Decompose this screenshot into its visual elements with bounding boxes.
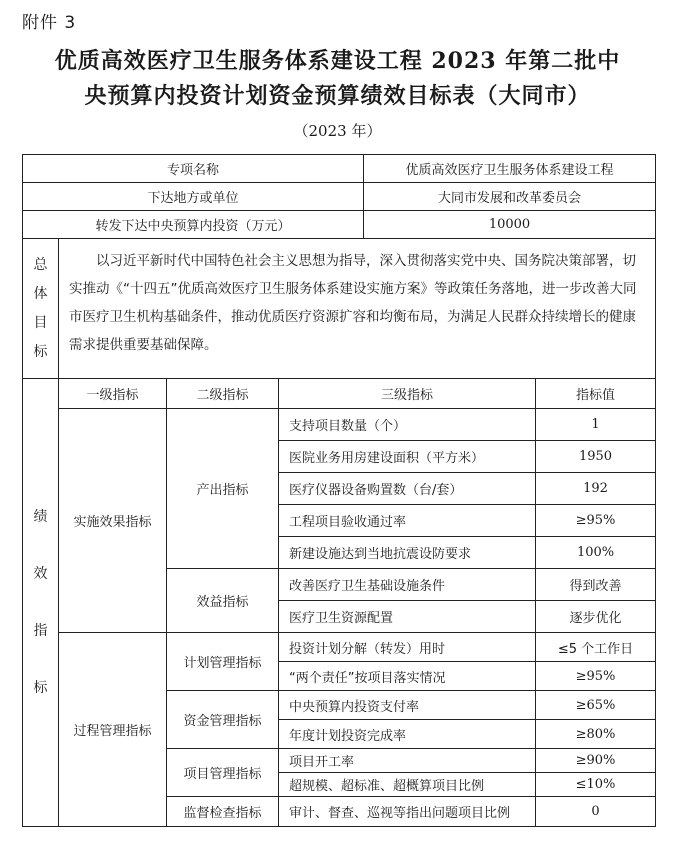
value-cell: ≤5 个工作日 (536, 633, 656, 662)
level3-cell: 新建设施达到当地抗震设防要求 (279, 537, 536, 569)
value-cell: ≥95% (536, 662, 656, 691)
level3-cell: 改善医疗卫生基础设施条件 (279, 569, 536, 601)
value-cell: 100% (536, 537, 656, 569)
level3-cell: 医疗仪器设备购置数（台/套） (279, 473, 536, 505)
document-title-line1: 优质高效医疗卫生服务体系建设工程 2023 年第二批中 (54, 48, 621, 74)
investment-label: 转发下达中央预算内投资（万元） (23, 211, 364, 239)
level3-cell: 投资计划分解（转发）用时 (279, 633, 536, 662)
goal-label-char: 体 (33, 285, 48, 302)
info-row-investment (23, 211, 656, 239)
overall-goal-label (23, 239, 59, 379)
value-cell: 逐步优化 (536, 601, 656, 633)
value-cell: ≥80% (536, 720, 656, 749)
table-row (23, 409, 656, 441)
level3-cell: 工程项目验收通过率 (279, 505, 536, 537)
level2-cell: 效益指标 (167, 569, 279, 633)
level1-cell: 过程管理指标 (59, 633, 167, 827)
value-cell: ≥95% (536, 505, 656, 537)
level3-cell: “两个责任”按项目落实情况 (279, 662, 536, 691)
project-name-value: 优质高效医疗卫生服务体系建设工程 (364, 155, 656, 183)
indicator-label-char: 标 (33, 679, 48, 696)
document-title-line2: 央预算内投资计划资金预算绩效目标表（大同市） (84, 83, 591, 109)
region-value: 大同市发展和改革委员会 (364, 183, 656, 211)
indicator-label-char: 效 (33, 565, 48, 582)
header-level1: 一级指标 (59, 379, 167, 409)
level2-cell: 项目管理指标 (167, 749, 279, 797)
header-level2: 二级指标 (167, 379, 279, 409)
performance-indicator-label (23, 379, 59, 827)
goal-label-char: 标 (33, 343, 48, 360)
region-label: 下达地方或单位 (23, 183, 364, 211)
level3-cell: 审计、督查、巡视等指出问题项目比例 (279, 797, 536, 827)
header-value: 指标值 (536, 379, 656, 409)
value-cell: 得到改善 (536, 569, 656, 601)
info-row-project (23, 155, 656, 183)
value-cell: ≤10% (536, 773, 656, 797)
value-cell: 1 (536, 409, 656, 441)
level2-cell: 产出指标 (167, 409, 279, 569)
level3-cell: 中央预算内投资支付率 (279, 691, 536, 720)
indicator-label-char: 绩 (33, 508, 48, 525)
level2-cell: 资金管理指标 (167, 691, 279, 749)
level3-cell: 支持项目数量（个） (279, 409, 536, 441)
goal-row (23, 239, 656, 379)
performance-target-table (22, 154, 656, 827)
level3-cell: 项目开工率 (279, 749, 536, 773)
value-cell: 0 (536, 797, 656, 827)
info-row-region (23, 183, 656, 211)
level2-cell: 监督检查指标 (167, 797, 279, 827)
indicator-label-char: 指 (33, 622, 48, 639)
level3-cell: 超规模、超标准、超概算项目比例 (279, 773, 536, 797)
project-name-label: 专项名称 (23, 155, 364, 183)
overall-goal-text: 以习近平新时代中国特色社会主义思想为指导，深入贯彻落实党中央、国务院决策部署，切实推动《“十四五”优质高效医疗卫生服务体系建设实施方案》等政策任务落地，进一步改善大同市医疗卫生机构基础条件，推动优质医疗资源扩容和均衡布局，为满足人民群众持续增长的健康需求提供重要基础保障。 (59, 239, 656, 379)
header-level3: 三级指标 (279, 379, 536, 409)
goal-label-char: 目 (33, 314, 48, 331)
level1-cell: 实施效果指标 (59, 409, 167, 633)
level3-cell: 年度计划投资完成率 (279, 720, 536, 749)
attachment-label: 附件 3 (22, 13, 77, 33)
value-cell: 192 (536, 473, 656, 505)
value-cell: 1950 (536, 441, 656, 473)
document-year: （2023 年） (293, 122, 382, 140)
level3-cell: 医疗卫生资源配置 (279, 601, 536, 633)
value-cell: ≥90% (536, 749, 656, 773)
level2-cell: 计划管理指标 (167, 633, 279, 691)
value-cell: ≥65% (536, 691, 656, 720)
table-row (23, 633, 656, 662)
investment-value: 10000 (364, 211, 656, 239)
level3-cell: 医院业务用房建设面积（平方米） (279, 441, 536, 473)
indicator-header-row (23, 379, 656, 409)
goal-label-char: 总 (33, 256, 48, 273)
